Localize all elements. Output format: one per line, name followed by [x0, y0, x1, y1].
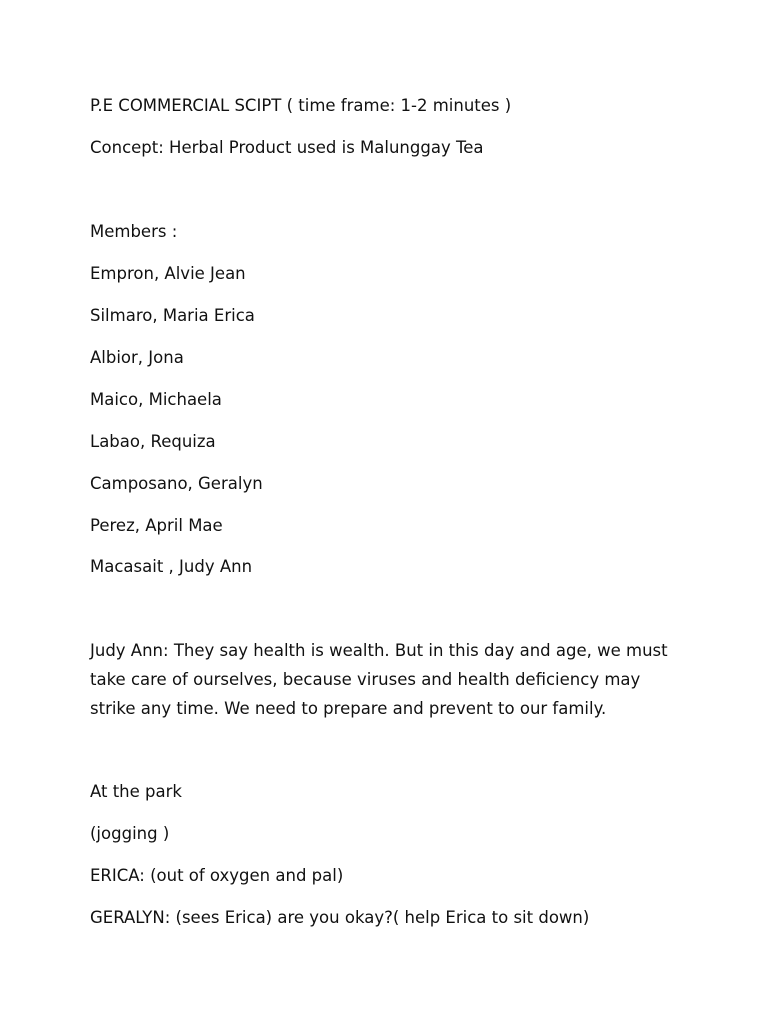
intro-paragraph — [90, 636, 690, 723]
dialogue-line-geralyn: GERALYN: (sees Erica) are you okay?( help Erica to sit down) — [90, 908, 590, 927]
intro-line: Judy Ann: They say health is wealth. But in this day and age, we must — [90, 641, 668, 660]
scene-heading: At the park — [90, 782, 182, 801]
member-item: Camposano, Geralyn — [90, 474, 263, 493]
intro-line: strike any time. We need to prepare and prevent to our family. — [90, 699, 607, 718]
member-item: Macasait , Judy Ann — [90, 557, 253, 576]
member-item: Silmaro, Maria Erica — [90, 306, 255, 325]
member-item: Empron, Alvie Jean — [90, 264, 246, 283]
member-item: Labao, Requiza — [90, 432, 216, 451]
stage-direction: (jogging ) — [90, 824, 170, 843]
member-item: Maico, Michaela — [90, 390, 222, 409]
dialogue-line-erica: ERICA: (out of oxygen and pal) — [90, 866, 344, 885]
member-item: Albior, Jona — [90, 348, 184, 367]
intro-line: take care of ourselves, because viruses and health deficiency may — [90, 670, 641, 689]
document-title: P.E COMMERCIAL SCIPT ( time frame: 1-2 minutes ) — [90, 96, 512, 115]
members-heading: Members : — [90, 222, 178, 241]
member-item: Perez, April Mae — [90, 516, 223, 535]
concept-line: Concept: Herbal Product used is Malunggay Tea — [90, 138, 484, 157]
